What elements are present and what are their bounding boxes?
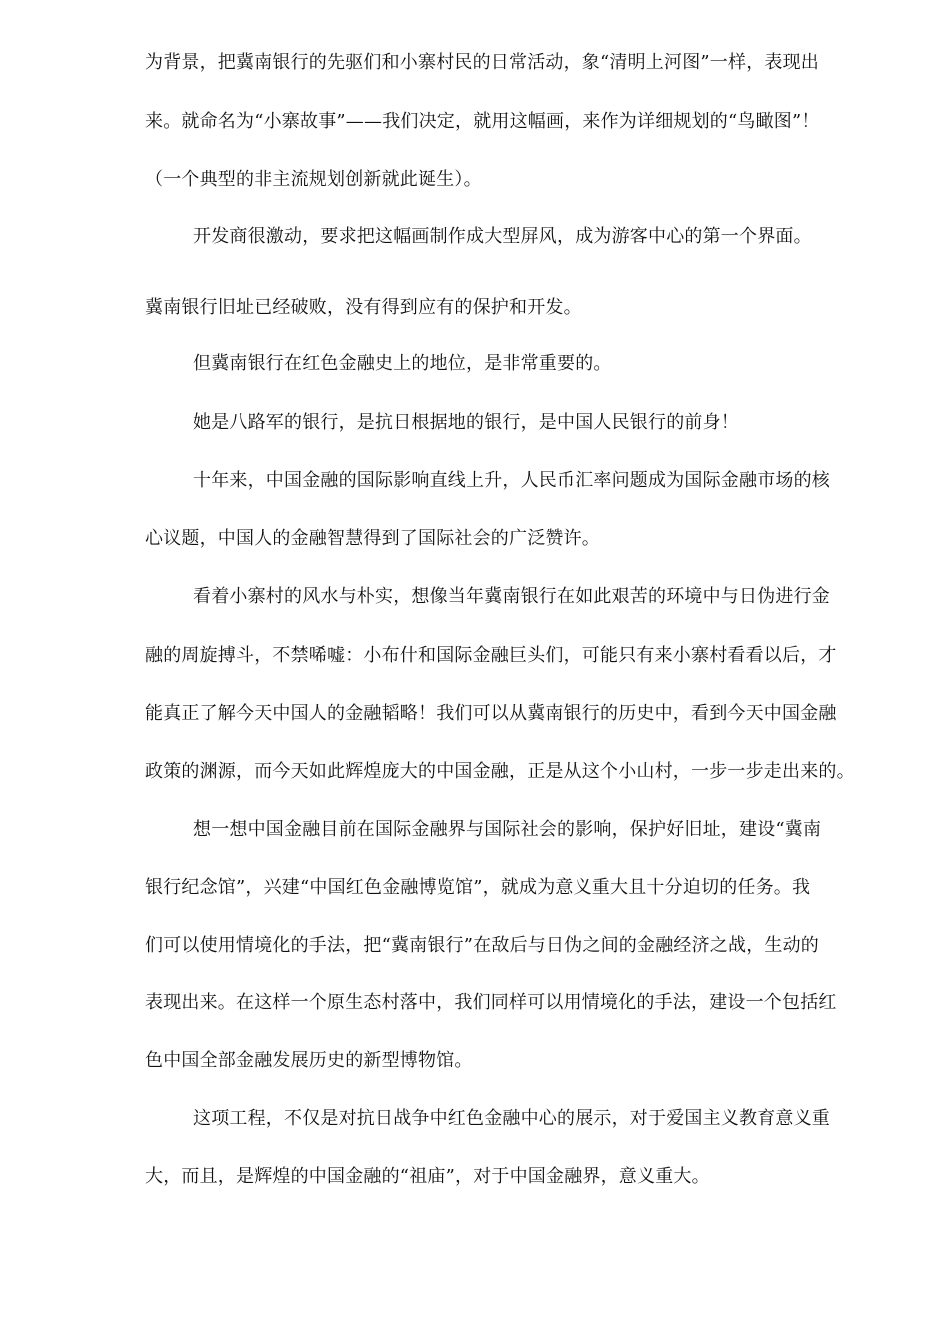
paragraph-start: 想一想中国金融目前在国际金融界与国际社会的影响，保护好旧址，建设“冀南 — [193, 819, 822, 840]
text-line: 来。就命名为“小寨故事”——我们决定，就用这幅画，来作为详细规划的“鸟瞰图”！ — [145, 111, 820, 132]
text-line: （一个典型的非主流规划创新就此诞生）。 — [145, 169, 482, 190]
text-line: 表现出来。在这样一个原生态村落中，我们同样可以用情境化的手法，建设一个包括红 — [145, 992, 837, 1013]
text-line: 能真正了解今天中国人的金融韬略！我们可以从冀南银行的历史中，看到今天中国金融 — [145, 703, 837, 724]
text-line: 为背景，把冀南银行的先驱们和小寨村民的日常活动，象“清明上河图”一样，表现出 — [145, 52, 820, 73]
paragraph-start: 看着小寨村的风水与朴实，想像当年冀南银行在如此艰苦的环境中与日伪进行金 — [193, 586, 830, 607]
paragraph-start: 她是八路军的银行，是抗日根据地的银行，是中国人民银行的前身！ — [193, 412, 739, 433]
text-line: 色中国全部金融发展历史的新型博物馆。 — [145, 1050, 473, 1071]
paragraph-start: 开发商很激动，要求把这幅画制作成大型屏风，成为游客中心的第一个界面。 — [193, 226, 812, 247]
text-line: 银行纪念馆”，兴建“中国红色金融博览馆”，就成为意义重大且十分迫切的任务。我 — [145, 877, 811, 898]
text-line: 大，而且，是辉煌的中国金融的“祖庙”，对于中国金融界，意义重大。 — [145, 1166, 710, 1187]
text-line: 们可以使用情境化的手法，把“冀南银行”在敌后与日伪之间的金融经济之战，生动的 — [145, 935, 820, 956]
paragraph-start: 冀南银行旧址已经破败，没有得到应有的保护和开发。 — [145, 297, 582, 318]
text-line: 心议题，中国人的金融智慧得到了国际社会的广泛赞许。 — [145, 528, 600, 549]
paragraph-start: 十年来，中国金融的国际影响直线上升，人民币汇率问题成为国际金融市场的核 — [193, 470, 830, 491]
text-line: 融的周旋搏斗，不禁唏嘘：小布什和国际金融巨头们，可能只有来小寨村看看以后，才 — [145, 645, 837, 666]
paragraph-start: 但冀南银行在红色金融史上的地位，是非常重要的。 — [193, 353, 612, 374]
paragraph-start: 这项工程，不仅是对抗日战争中红色金融中心的展示，对于爱国主义教育意义重 — [193, 1108, 830, 1129]
text-line: 政策的渊源，而今天如此辉煌庞大的中国金融，正是从这个小山村，一步一步走出来的。 — [145, 761, 855, 782]
